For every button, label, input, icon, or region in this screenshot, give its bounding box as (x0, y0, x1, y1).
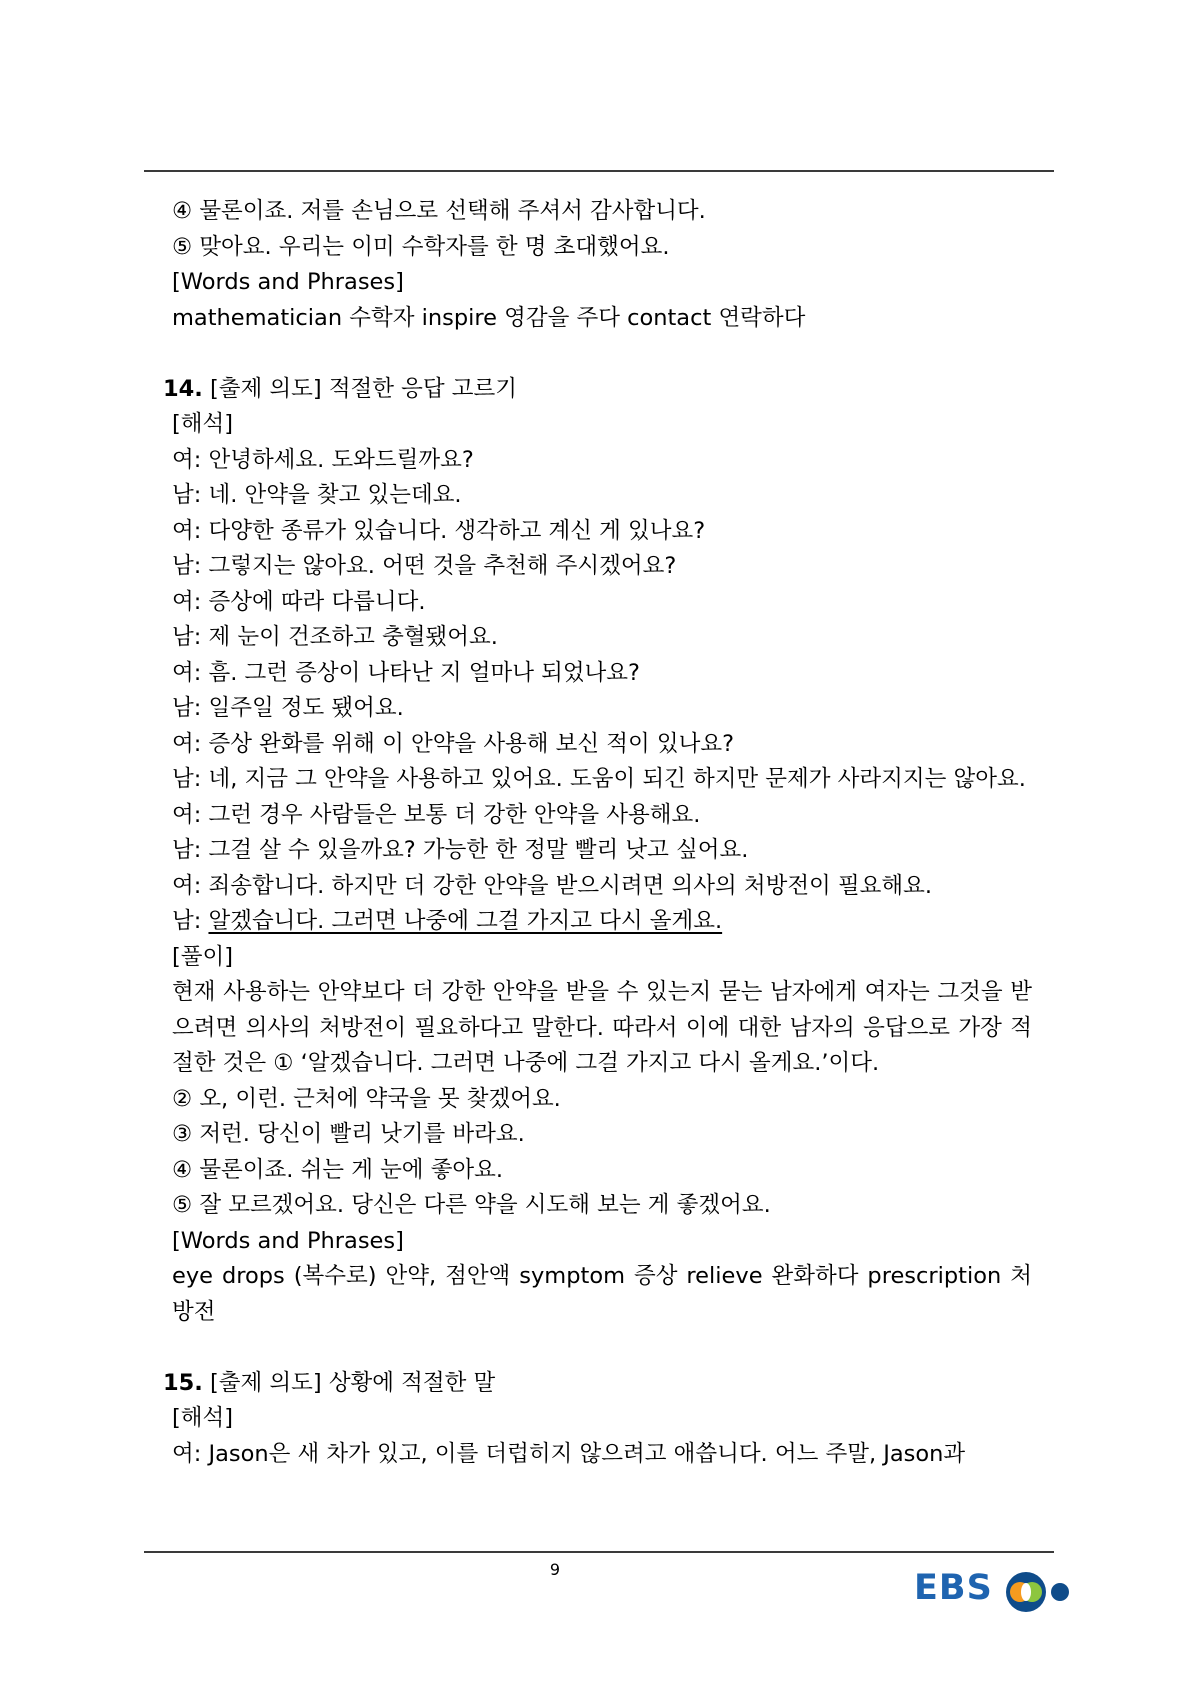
q15-translation-heading: [해석] (172, 1405, 234, 1431)
dialogue-line: 남: 네, 지금 그 안약을 사용하고 있어요. 도움이 되긴 하지만 문제가 사라지지는 않아요. (172, 766, 1026, 792)
q14-option-5: ⑤ 잘 모르겠어요. 당신은 다른 약을 시도해 보는 게 좋겠어요. (172, 1192, 771, 1218)
q14-words-heading: [Words and Phrases] (172, 1227, 404, 1254)
q13-words-heading: [Words and Phrases] (172, 269, 404, 295)
q13-words: mathematician 수학자 inspire 영감을 주다 contact 연락하다 (172, 304, 806, 331)
spacer (172, 1330, 1032, 1366)
dialogue-line: 여: 증상 완화를 위해 이 안약을 사용해 보신 적이 있나요? (172, 730, 735, 757)
ebs-logo-mark-icon (1004, 1568, 1074, 1616)
q15-number: 15. (163, 1369, 203, 1396)
page-body (163, 194, 1032, 1472)
q15-title: [출제 의도] 상황에 적절한 말 (210, 1369, 496, 1396)
dialogue-line: 남: 그렇지는 않아요. 어떤 것을 추천해 주시겠어요? (172, 553, 677, 579)
q14-number: 14. (163, 375, 203, 402)
dialogue-line: 여: 안녕하세요. 도와드릴까요? (172, 446, 474, 473)
page-number: 9 (549, 1560, 561, 1579)
speaker-label: 남: (172, 908, 209, 934)
q14-translation-heading: [해석] (172, 411, 234, 437)
dialogue-line: 여: 증상에 따라 다릅니다. (172, 588, 426, 615)
q14-option-3: ③ 저런. 당신이 빨리 낫기를 바라요. (172, 1121, 525, 1147)
logo-text: EBS (914, 1568, 993, 1608)
q14-words: eye drops (복수로) 안약, 점안액 symptom 증상 relieve 완화하다 prescription 처방전 (172, 1263, 1032, 1325)
dialogue-line: 여: 그런 경우 사람들은 보통 더 강한 안약을 사용해요. (172, 801, 701, 828)
ebs-logo (914, 1566, 1074, 1616)
dialogue-line: 남: 네. 안약을 찾고 있는데요. (172, 482, 462, 508)
dialogue-line: 남: 일주일 정도 됐어요. (172, 695, 404, 721)
dialogue-line: 여: 다양한 종류가 있습니다. 생각하고 계신 게 있나요? (172, 517, 706, 544)
dialogue-line: 남: 제 눈이 건조하고 충혈됐어요. (172, 624, 498, 650)
dialogue-line: 여: Jason은 새 차가 있고, 이를 더럽히지 않으려고 애씁니다. 어느 주말, Jason과 (172, 1440, 966, 1467)
logo-dot (1051, 1583, 1069, 1601)
q13-option-4: ④ 물론이죠. 저를 손님으로 선택해 주셔서 감사합니다. (172, 198, 706, 224)
q14-title: [출제 의도] 적절한 응답 고르기 (210, 375, 518, 402)
q15-heading (163, 1366, 1032, 1402)
q14-heading (163, 372, 1032, 408)
logo-white-center (1021, 1583, 1031, 1601)
dialogue-line: 남: 그걸 살 수 있을까요? 가능한 한 정말 빨리 낫고 싶어요. (172, 837, 749, 863)
underlined-answer: 알겠습니다. 그러면 나중에 그걸 가지고 다시 올게요. (208, 908, 723, 934)
dialogue-line-answer (172, 904, 1032, 940)
q14-option-4: ④ 물론이죠. 쉬는 게 눈에 좋아요. (172, 1156, 504, 1183)
dialogue-line: 여: 죄송합니다. 하지만 더 강한 안약을 받으시려면 의사의 처방전이 필요해요. (172, 872, 933, 899)
q14-solution: 현재 사용하는 안약보다 더 강한 안약을 받을 수 있는지 묻는 남자에게 여자는 그것을 받으려면 의사의 처방전이 필요하다고 말한다. 따라서 이에 대한 남자의 응답으로 가장 적절한 것은 ① ‘알겠습니다. 그러면 나중에 그걸 가지고 다시 올게요.’이다. (172, 979, 1032, 1076)
q14-option-2: ② 오, 이런. 근처에 약국을 못 찾겠어요. (172, 1085, 561, 1112)
q13-option-5: ⑤ 맞아요. 우리는 이미 수학자를 한 명 초대했어요. (172, 233, 670, 260)
dialogue-line: 여: 흠. 그런 증상이 나타난 지 얼마나 되었나요? (172, 659, 640, 686)
spacer (172, 336, 1032, 372)
footer-rule (144, 1551, 1054, 1553)
q14-solution-heading: [풀이] (172, 943, 234, 970)
header-rule (144, 170, 1054, 172)
